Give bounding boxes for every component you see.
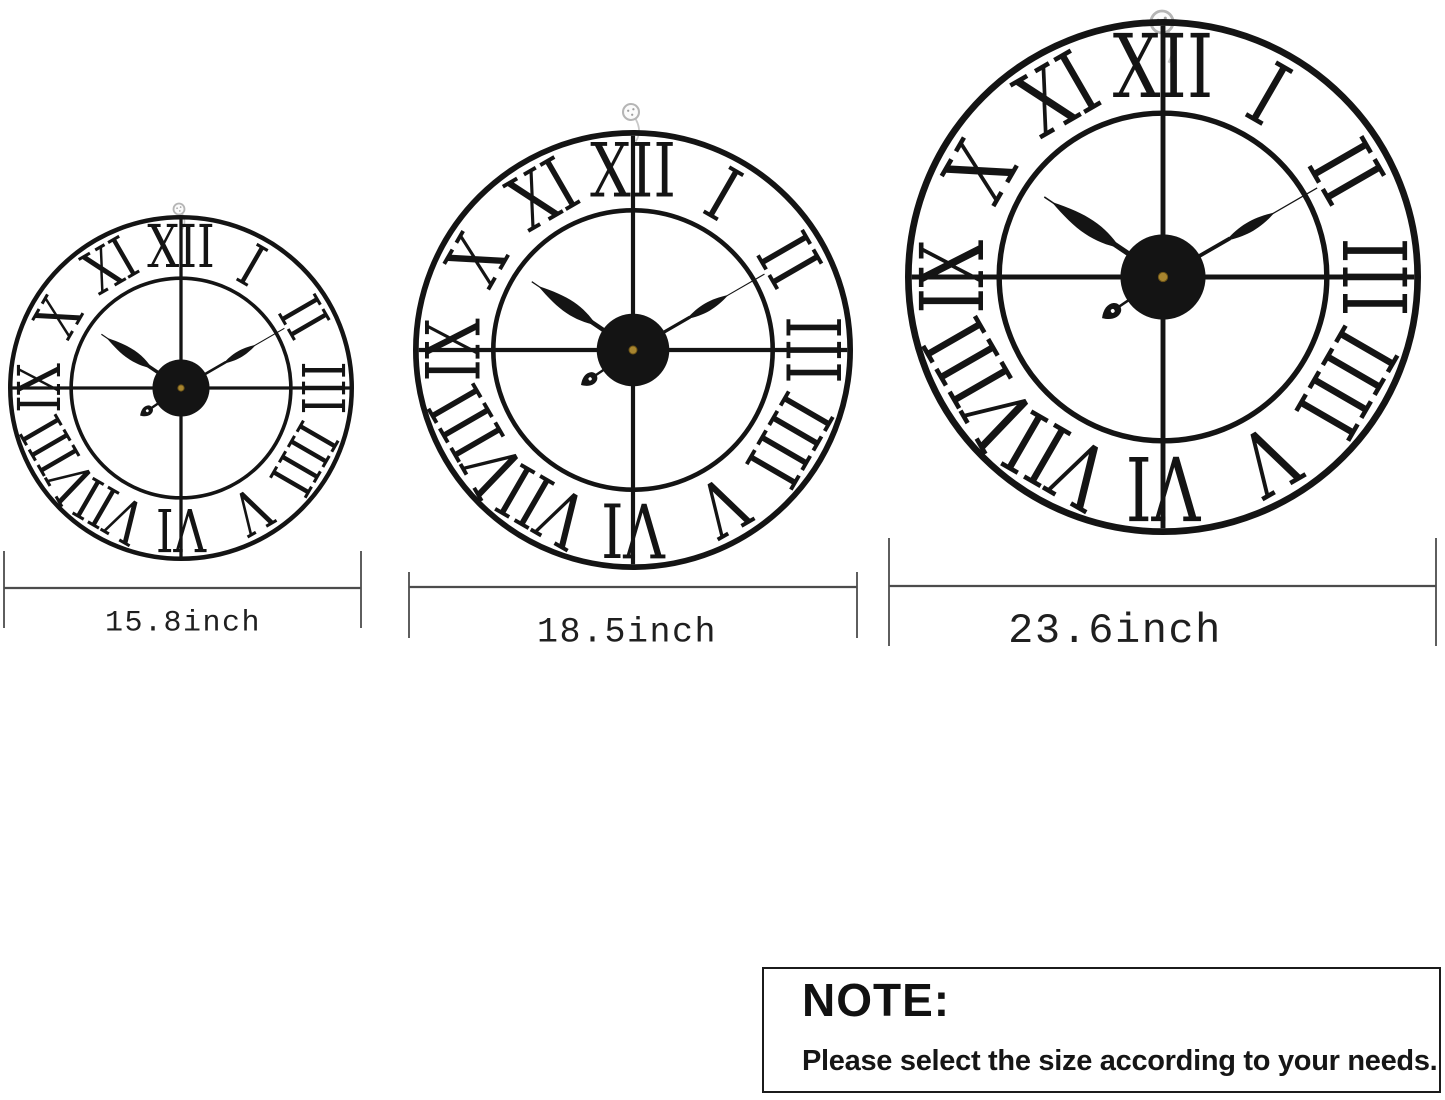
numeral-I: I — [1230, 44, 1306, 147]
numeral-IIII: IIII — [1274, 310, 1416, 454]
numeral-XII: XII — [590, 126, 676, 215]
numeral-IX: IX — [409, 318, 498, 382]
numeral-VI: VI — [155, 494, 207, 563]
numeral-VII: VII — [64, 462, 158, 557]
center-pin — [178, 385, 184, 391]
numeral-VI: VI — [1125, 435, 1201, 539]
note-box — [762, 967, 1441, 1093]
numeral-V: V — [682, 457, 763, 554]
size-label: 15.8inch — [104, 606, 262, 641]
dimension-large — [889, 538, 1436, 655]
numeral-XII: XII — [1112, 15, 1214, 119]
numeral-IX: IX — [6, 363, 75, 413]
numeral-X: X — [21, 286, 98, 349]
numeral-IIII: IIII — [255, 410, 351, 507]
numeral-XII: XII — [147, 213, 215, 282]
numeral-VI: VI — [601, 485, 665, 574]
numeral-III: III — [768, 316, 857, 384]
numeral-I: I — [226, 232, 277, 301]
numeral-XI: XI — [72, 224, 150, 309]
clock-large — [902, 11, 1425, 538]
size-label: 18.5inch — [536, 612, 718, 653]
numeral-V: V — [220, 471, 283, 548]
numeral-VIII: VIII — [412, 370, 543, 509]
note-title: NOTE: — [802, 974, 951, 1026]
clock-small — [6, 204, 356, 563]
numeral-III: III — [1321, 237, 1425, 317]
numeral-I: I — [691, 150, 755, 239]
numeral-II: II — [739, 218, 838, 302]
numeral-II: II — [264, 285, 342, 351]
numeral-IIII: IIII — [727, 378, 850, 501]
size-label: 23.6inch — [1008, 606, 1222, 655]
numeral-IX: IX — [901, 239, 1005, 315]
center-pin — [1158, 272, 1167, 281]
numeral-XI: XI — [493, 140, 593, 249]
numeral-VIII: VIII — [8, 404, 111, 513]
center-pin — [629, 346, 637, 354]
dimension-medium — [409, 572, 857, 652]
note-body: Please select the size according to your needs. — [802, 1045, 1438, 1077]
numeral-VII: VII — [988, 389, 1128, 529]
numeral-X: X — [429, 220, 526, 300]
dimension-small — [4, 551, 361, 640]
numeral-VII: VII — [483, 445, 603, 566]
numeral-VIII: VIII — [904, 301, 1058, 463]
numeral-II: II — [1287, 123, 1403, 221]
numeral-V: V — [1221, 402, 1315, 516]
clock-medium — [410, 104, 857, 573]
numeral-III: III — [287, 361, 356, 415]
numeral-XI: XI — [1000, 32, 1116, 159]
numeral-X: X — [924, 125, 1038, 219]
